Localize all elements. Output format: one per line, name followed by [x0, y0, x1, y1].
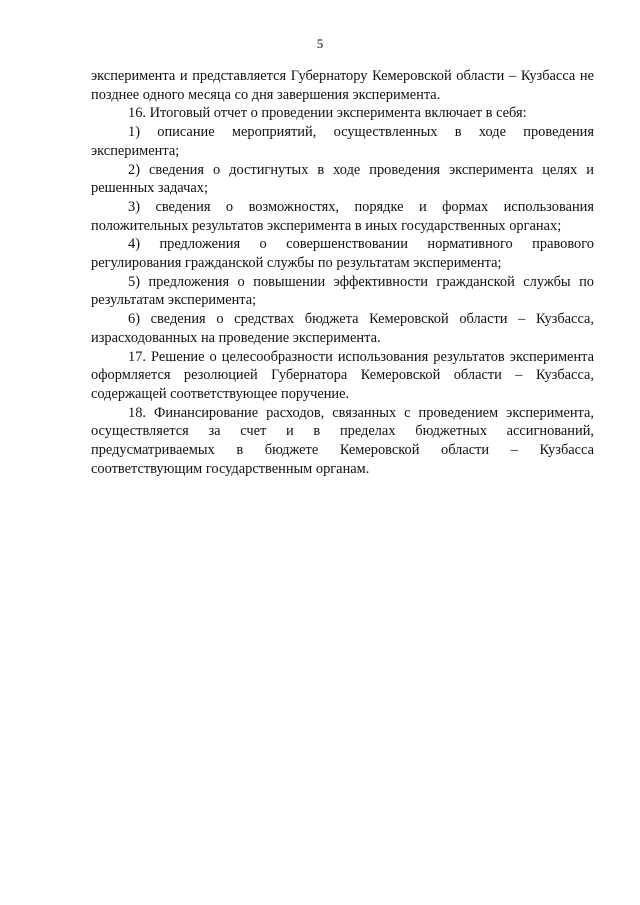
- paragraph-16-item-2: 2) сведения о достигнутых в ходе проведения эксперимента целях и решенных задачах;: [91, 161, 594, 197]
- paragraph-continuation: эксперимента и представляется Губернатору Кемеровской области – Кузбасса не позднее одного месяца со дня завершения эксперимента.: [91, 68, 594, 103]
- paragraph-16-item-6: 6) сведения о средствах бюджета Кемеровской области – Кузбасса, израсходованных на проведение эксперимента.: [91, 311, 594, 346]
- paragraph-16: 16. Итоговый отчет о проведении эксперимента включает в себя:: [128, 105, 527, 122]
- paragraph-18: 18. Финансирование расходов, связанных с проведением эксперимента, осуществляется за счет и в пределах бюджетных ассигнований, предусматриваемых в бюджете Кемеровской области – Кузбасса соответствующим государственным органам.: [91, 404, 594, 477]
- paragraph-17: 17. Решение о целесообразности использования результатов эксперимента оформляется резолюцией Губернатора Кемеровской области – Кузбасса, содержащей соответствующее поручение.: [91, 348, 594, 402]
- document-body: [91, 67, 594, 478]
- paragraph-16-item-3: 3) сведения о возможностях, порядке и формах использования положительных результатов эксперимента в иных государственных органах;: [91, 198, 594, 234]
- paragraph-16-item-1: 1) описание мероприятий, осуществленных в ходе проведения эксперимента;: [91, 124, 594, 159]
- paragraph-16-item-4: 4) предложения о совершенствовании нормативного правового регулирования гражданской службы по результатам эксперимента;: [91, 236, 594, 272]
- paragraph-16-item-5: 5) предложения о повышении эффективности гражданской службы по результатам эксперимента;: [91, 273, 594, 309]
- page-number: 5: [316, 36, 324, 51]
